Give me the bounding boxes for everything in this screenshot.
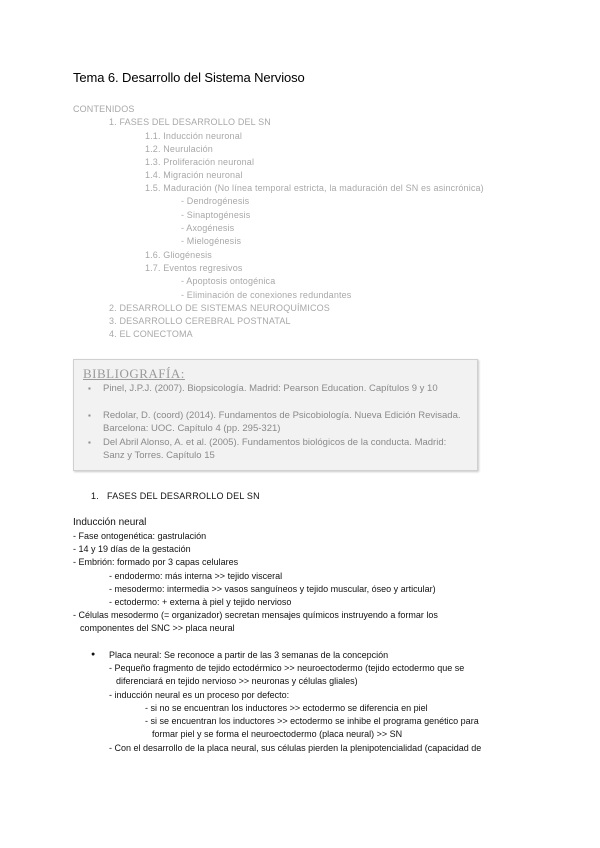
body-line: diferenciará en tejido nervioso >> neuronas y células gliales) (116, 676, 358, 686)
toc-item: - Eliminación de conexiones redundantes (181, 290, 352, 300)
body-line: - Pequeño fragmento de tejido ectodérmico >> neuroectodermo (tejido ectodermo que se (109, 663, 465, 673)
square-bullet-icon: ▪ (88, 438, 91, 447)
bibliography-item: ▪ Redolar, D. (coord) (2014). Fundamentos de Psicobiología. Nueva Edición Revisada. Barcelona: UOC. Capítulo 4 (pp. 295-321) (88, 410, 461, 434)
body-line: - Fase ontogenética: gastrulación (73, 531, 207, 541)
toc-item: 2. DESARROLLO DE SISTEMAS NEUROQUÍMICOS (109, 303, 330, 313)
toc-item: 1.5. Maduración (No línea temporal estricta, la maduración del SN es asincrónica) (145, 183, 484, 193)
toc-item: 1.4. Migración neuronal (145, 170, 243, 180)
toc-item: 1.1. Inducción neuronal (145, 131, 243, 141)
body-line: componentes del SNC >> placa neural (80, 623, 235, 633)
toc-item: - Mielogénesis (181, 236, 242, 246)
square-bullet-icon: ▪ (88, 384, 91, 393)
toc-item: 1.3. Proliferación neuronal (145, 157, 255, 167)
section-subheading: Inducción neural (73, 517, 147, 528)
body-line: - Células mesodermo (= organizador) secretan mensajes químicos instruyendo a formar los (73, 610, 438, 620)
body-line: Placa neural: Se reconoce a partir de las 3 semanas de la concepción (109, 650, 389, 660)
toc-item: 4. EL CONECTOMA (109, 329, 193, 339)
bibliography-item: ▪ Del Abril Alonso, A. et al. (2005). Fundamentos biológicos de la conducta. Madrid: Sanz y Torres. Capítulo 15 (88, 437, 447, 461)
bibliography-heading: BIBLIOGRAFÍA: (83, 366, 185, 381)
body-line: - ectodermo: + externa à piel y tejido nervioso (109, 597, 292, 607)
body-line: - inducción neural es un proceso por defecto: (109, 690, 290, 700)
toc-item: 1.2. Neurulación (145, 144, 213, 154)
body-line: - endodermo: más interna >> tejido visceral (109, 571, 283, 581)
toc-item: - Dendrogénesis (181, 196, 250, 206)
body-line: - Con el desarrollo de la placa neural, sus células pierden la plenipotencialidad (capacidad de (109, 743, 482, 753)
bibliography-item: ▪ Pinel, J.P.J. (2007). Biopsicología. Madrid: Pearson Education. Capítulos 9 y 10 (88, 383, 438, 394)
body-line: - Embrión: formado por 3 capas celulares (73, 557, 239, 567)
body-line: - mesodermo: intermedia >> vasos sanguíneos y tejido muscular, óseo y articular) (109, 584, 436, 594)
round-bullet-icon: ● (91, 651, 96, 658)
page-title: Tema 6. Desarrollo del Sistema Nervioso (73, 70, 305, 85)
body-line: - si no se encuentran los inductores >> ectodermo se diferencia en piel (145, 703, 428, 713)
toc-item: 1.6. Gliogénesis (145, 250, 212, 260)
toc-item: 3. DESARROLLO CEREBRAL POSTNATAL (109, 316, 291, 326)
body-line: formar piel y se forma el neuroectodermo (placa neural) >> SN (152, 729, 403, 739)
toc-item: - Apoptosis ontogénica (181, 276, 276, 286)
toc-item: - Sinaptogénesis (181, 210, 251, 220)
bibliography-box (73, 359, 478, 471)
square-bullet-icon: ▪ (88, 411, 91, 420)
body-line: - 14 y 19 días de la gestación (73, 544, 191, 554)
body-line: - si se encuentran los inductores >> ectodermo se inhibe el programa genético para (145, 716, 479, 726)
toc-item: 1. FASES DEL DESARROLLO DEL SN (109, 117, 271, 127)
toc-item: 1.7. Eventos regresivos (145, 263, 243, 273)
contents-heading: CONTENIDOS (73, 104, 135, 114)
section-heading: 1. FASES DEL DESARROLLO DEL SN (91, 491, 260, 501)
toc-item: - Axogénesis (181, 223, 235, 233)
